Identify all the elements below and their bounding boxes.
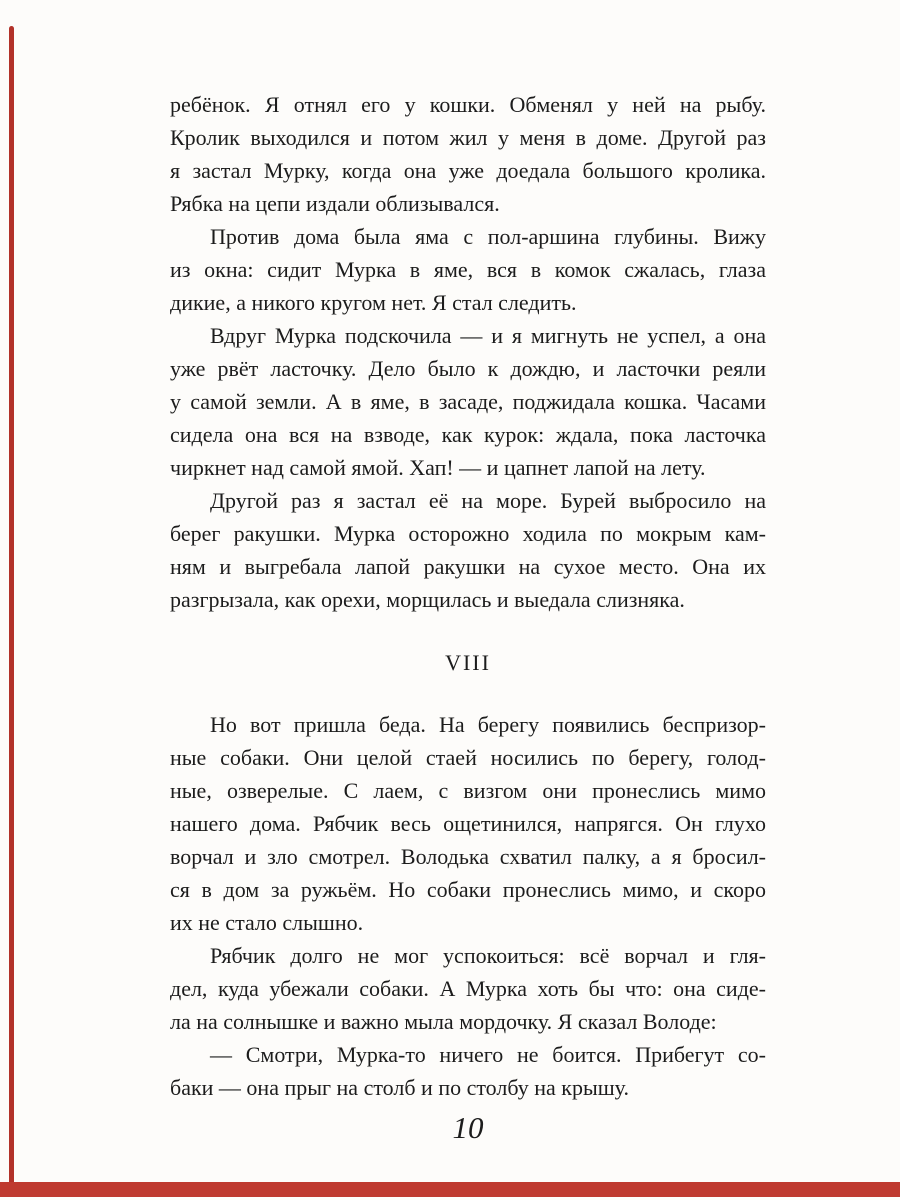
text-after-heading (170, 708, 766, 1104)
text-line: у самой земли. А в яме, в засаде, поджидала кошка. Часами (170, 389, 766, 414)
paragraph (170, 88, 766, 220)
text-line: я застал Мурку, когда она уже доедала большого кролика. (170, 158, 766, 183)
text-line: ребёнок. Я отнял его у кошки. Обменял у ней на рыбу. (170, 92, 766, 117)
text-line: из окна: сидит Мурка в яме, вся в комок сжалась, глаза (170, 257, 766, 282)
text-line: берег ракушки. Мурка осторожно ходила по мокрым кам- (170, 521, 766, 546)
text-line: Против дома была яма с пол-аршина глубины. Вижу (210, 224, 766, 249)
text-line: нашего дома. Рябчик весь ощетинился, напрягся. Он глухо (170, 811, 766, 836)
text-line: Другой раз я застал её на море. Бурей выбросило на (210, 488, 766, 513)
text-line: Рябка на цепи издали облизывался. (170, 191, 500, 216)
paragraph (170, 939, 766, 1038)
text-line: Рябчик долго не мог успокоиться: всё ворчал и гля- (210, 943, 766, 968)
text-line: ла на солнышке и важно мыла мордочку. Я сказал Володе: (170, 1009, 717, 1034)
text-line: Но вот пришла беда. На берегу появились беспризор- (210, 712, 766, 737)
text-line: разгрызала, как орехи, морщилась и выедала слизняка. (170, 587, 685, 612)
text-line: их не стало слышно. (170, 910, 364, 935)
text-line: Кролик выходился и потом жил у меня в доме. Другой раз (170, 125, 766, 150)
book-cover-left-edge (9, 26, 14, 1194)
paragraph (170, 220, 766, 319)
text-line: ням и выгребала лапой ракушки на сухое место. Она их (170, 554, 766, 579)
paragraph (170, 319, 766, 484)
page-text-block (170, 88, 766, 1104)
paragraph (170, 484, 766, 616)
text-line: баки — она прыг на столб и по столбу на крышу. (170, 1075, 629, 1100)
text-line: ворчал и зло смотрел. Володька схватил палку, а я бросил- (170, 844, 766, 869)
text-line: Вдруг Мурка подскочила — и я мигнуть не успел, а она (210, 323, 766, 348)
text-line: ся в дом за ружьём. Но собаки пронеслись мимо, и скоро (170, 877, 766, 902)
text-line: дикие, а никого кругом нет. Я стал следить. (170, 290, 577, 315)
paragraph (170, 708, 766, 939)
book-cover-bottom-edge (0, 1182, 900, 1197)
section-heading: VIII (445, 650, 491, 675)
text-line: — Смотри, Мурка-то ничего не боится. Прибегут со- (210, 1042, 766, 1067)
paragraph (170, 1038, 766, 1104)
text-line: ные собаки. Они целой стаей носились по берегу, голод- (170, 745, 766, 770)
text-line: дел, куда убежали собаки. А Мурка хоть бы что: она сиде- (170, 976, 766, 1001)
text-line: чиркнет над самой ямой. Хап! — и цапнет лапой на лету. (170, 455, 706, 480)
text-before-heading (170, 88, 766, 616)
text-line: сидела она вся на взводе, как курок: ждала, пока ласточка (170, 422, 766, 447)
text-line: уже рвёт ласточку. Дело было к дождю, и ласточки реяли (170, 356, 766, 381)
page-number: 10 (452, 1110, 484, 1145)
text-line: ные, озверелые. С лаем, с визгом они пронеслись мимо (170, 778, 766, 803)
